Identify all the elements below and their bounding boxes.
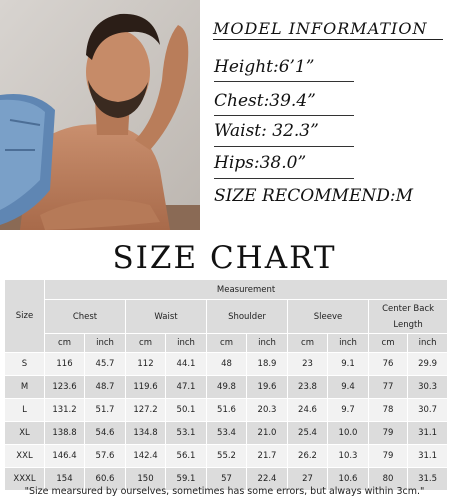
unit-header: cm	[288, 334, 328, 353]
measurement-cell: 53.4	[207, 422, 247, 445]
shoulder-header: Shoulder	[207, 300, 288, 334]
table-row	[5, 422, 448, 445]
measurement-header: Measurement	[45, 280, 448, 300]
measurement-cell: 76	[369, 353, 408, 376]
model-photo	[0, 0, 200, 230]
measurement-cell: 23.8	[288, 376, 328, 399]
measurement-cell: 78	[369, 399, 408, 422]
measurement-cell: 51.6	[207, 399, 247, 422]
measurement-cell: 31.5	[408, 468, 448, 491]
sleeve-header: Sleeve	[288, 300, 369, 334]
measurement-cell: 48	[207, 353, 247, 376]
measurement-cell: 60.6	[85, 468, 126, 491]
measurement-cell: 19.6	[247, 376, 288, 399]
measurement-cell: 20.3	[247, 399, 288, 422]
measurement-cell: 56.1	[166, 445, 207, 468]
measurement-cell: 123.6	[45, 376, 85, 399]
measurement-cell: 146.4	[45, 445, 85, 468]
table-row	[5, 445, 448, 468]
measurement-cell: 9.1	[328, 353, 369, 376]
measurement-cell: 29.9	[408, 353, 448, 376]
measurement-cell: 22.4	[247, 468, 288, 491]
measurement-cell: 18.9	[247, 353, 288, 376]
measurement-cell: 53.1	[166, 422, 207, 445]
measurement-cell: 154	[45, 468, 85, 491]
measurement-cell: 77	[369, 376, 408, 399]
unit-header: inch	[247, 334, 288, 353]
size-cell: XXXL	[5, 468, 45, 491]
measurement-cell: 150	[126, 468, 166, 491]
unit-header: cm	[45, 334, 85, 353]
measurement-cell: 9.4	[328, 376, 369, 399]
measurement-cell: 31.1	[408, 422, 448, 445]
measurement-cell: 10.0	[328, 422, 369, 445]
measurement-cell: 10.6	[328, 468, 369, 491]
measurement-cell: 31.1	[408, 445, 448, 468]
unit-header: inch	[166, 334, 207, 353]
measurement-cell: 25.4	[288, 422, 328, 445]
size-cell: S	[5, 353, 45, 376]
size-header: Size	[5, 280, 45, 353]
measurement-cell: 21.7	[247, 445, 288, 468]
model-hips: Hips:38.0”	[214, 153, 307, 173]
measurement-cell: 44.1	[166, 353, 207, 376]
measurement-cell: 30.3	[408, 376, 448, 399]
measurement-cell: 55.2	[207, 445, 247, 468]
measurement-cell: 79	[369, 445, 408, 468]
divider	[214, 81, 354, 82]
measurement-cell: 24.6	[288, 399, 328, 422]
divider	[214, 146, 354, 147]
measurement-cell: 23	[288, 353, 328, 376]
chest-header: Chest	[45, 300, 126, 334]
model-chest: Chest:39.4”	[214, 91, 316, 111]
divider	[214, 178, 354, 179]
measurement-cell: 50.1	[166, 399, 207, 422]
measurement-cell: 116	[45, 353, 85, 376]
measurement-cell: 134.8	[126, 422, 166, 445]
unit-header: inch	[408, 334, 448, 353]
measurement-cell: 54.6	[85, 422, 126, 445]
model-waist: Waist: 32.3”	[214, 121, 319, 141]
measurement-cell: 57.6	[85, 445, 126, 468]
model-information-panel	[200, 0, 449, 230]
measurement-cell: 30.7	[408, 399, 448, 422]
measurement-cell: 51.7	[85, 399, 126, 422]
unit-header: cm	[207, 334, 247, 353]
measurement-cell: 21.0	[247, 422, 288, 445]
measurement-cell: 80	[369, 468, 408, 491]
table-row	[5, 376, 448, 399]
measurement-cell: 127.2	[126, 399, 166, 422]
unit-header: cm	[369, 334, 408, 353]
unit-header: inch	[328, 334, 369, 353]
size-chart-table	[4, 279, 448, 491]
measurement-cell: 10.3	[328, 445, 369, 468]
measurement-note: "Size mearsured by ourselves, sometimes has some errors, but always within 3cm."	[24, 486, 425, 497]
measurement-cell: 142.4	[126, 445, 166, 468]
divider	[214, 115, 354, 116]
size-recommend: SIZE RECOMMEND:M	[214, 186, 414, 206]
measurement-cell: 57	[207, 468, 247, 491]
model-height: Height:6’1”	[214, 57, 315, 77]
size-cell: XL	[5, 422, 45, 445]
measurement-cell: 138.8	[45, 422, 85, 445]
size-cell: L	[5, 399, 45, 422]
unit-header: cm	[126, 334, 166, 353]
table-row	[5, 353, 448, 376]
model-info-title: MODEL INFORMATION	[213, 19, 443, 40]
center-back-length-header: Center Back Length	[369, 300, 448, 334]
measurement-cell: 112	[126, 353, 166, 376]
measurement-cell: 48.7	[85, 376, 126, 399]
size-chart-title: SIZE CHART	[112, 240, 337, 276]
measurement-cell: 27	[288, 468, 328, 491]
waist-header: Waist	[126, 300, 207, 334]
table-row	[5, 399, 448, 422]
measurement-cell: 9.7	[328, 399, 369, 422]
measurement-cell: 79	[369, 422, 408, 445]
measurement-cell: 131.2	[45, 399, 85, 422]
measurement-cell: 49.8	[207, 376, 247, 399]
measurement-cell: 59.1	[166, 468, 207, 491]
size-cell: M	[5, 376, 45, 399]
measurement-cell: 26.2	[288, 445, 328, 468]
measurement-cell: 47.1	[166, 376, 207, 399]
measurement-cell: 119.6	[126, 376, 166, 399]
unit-header: inch	[85, 334, 126, 353]
size-cell: XXL	[5, 445, 45, 468]
measurement-cell: 45.7	[85, 353, 126, 376]
